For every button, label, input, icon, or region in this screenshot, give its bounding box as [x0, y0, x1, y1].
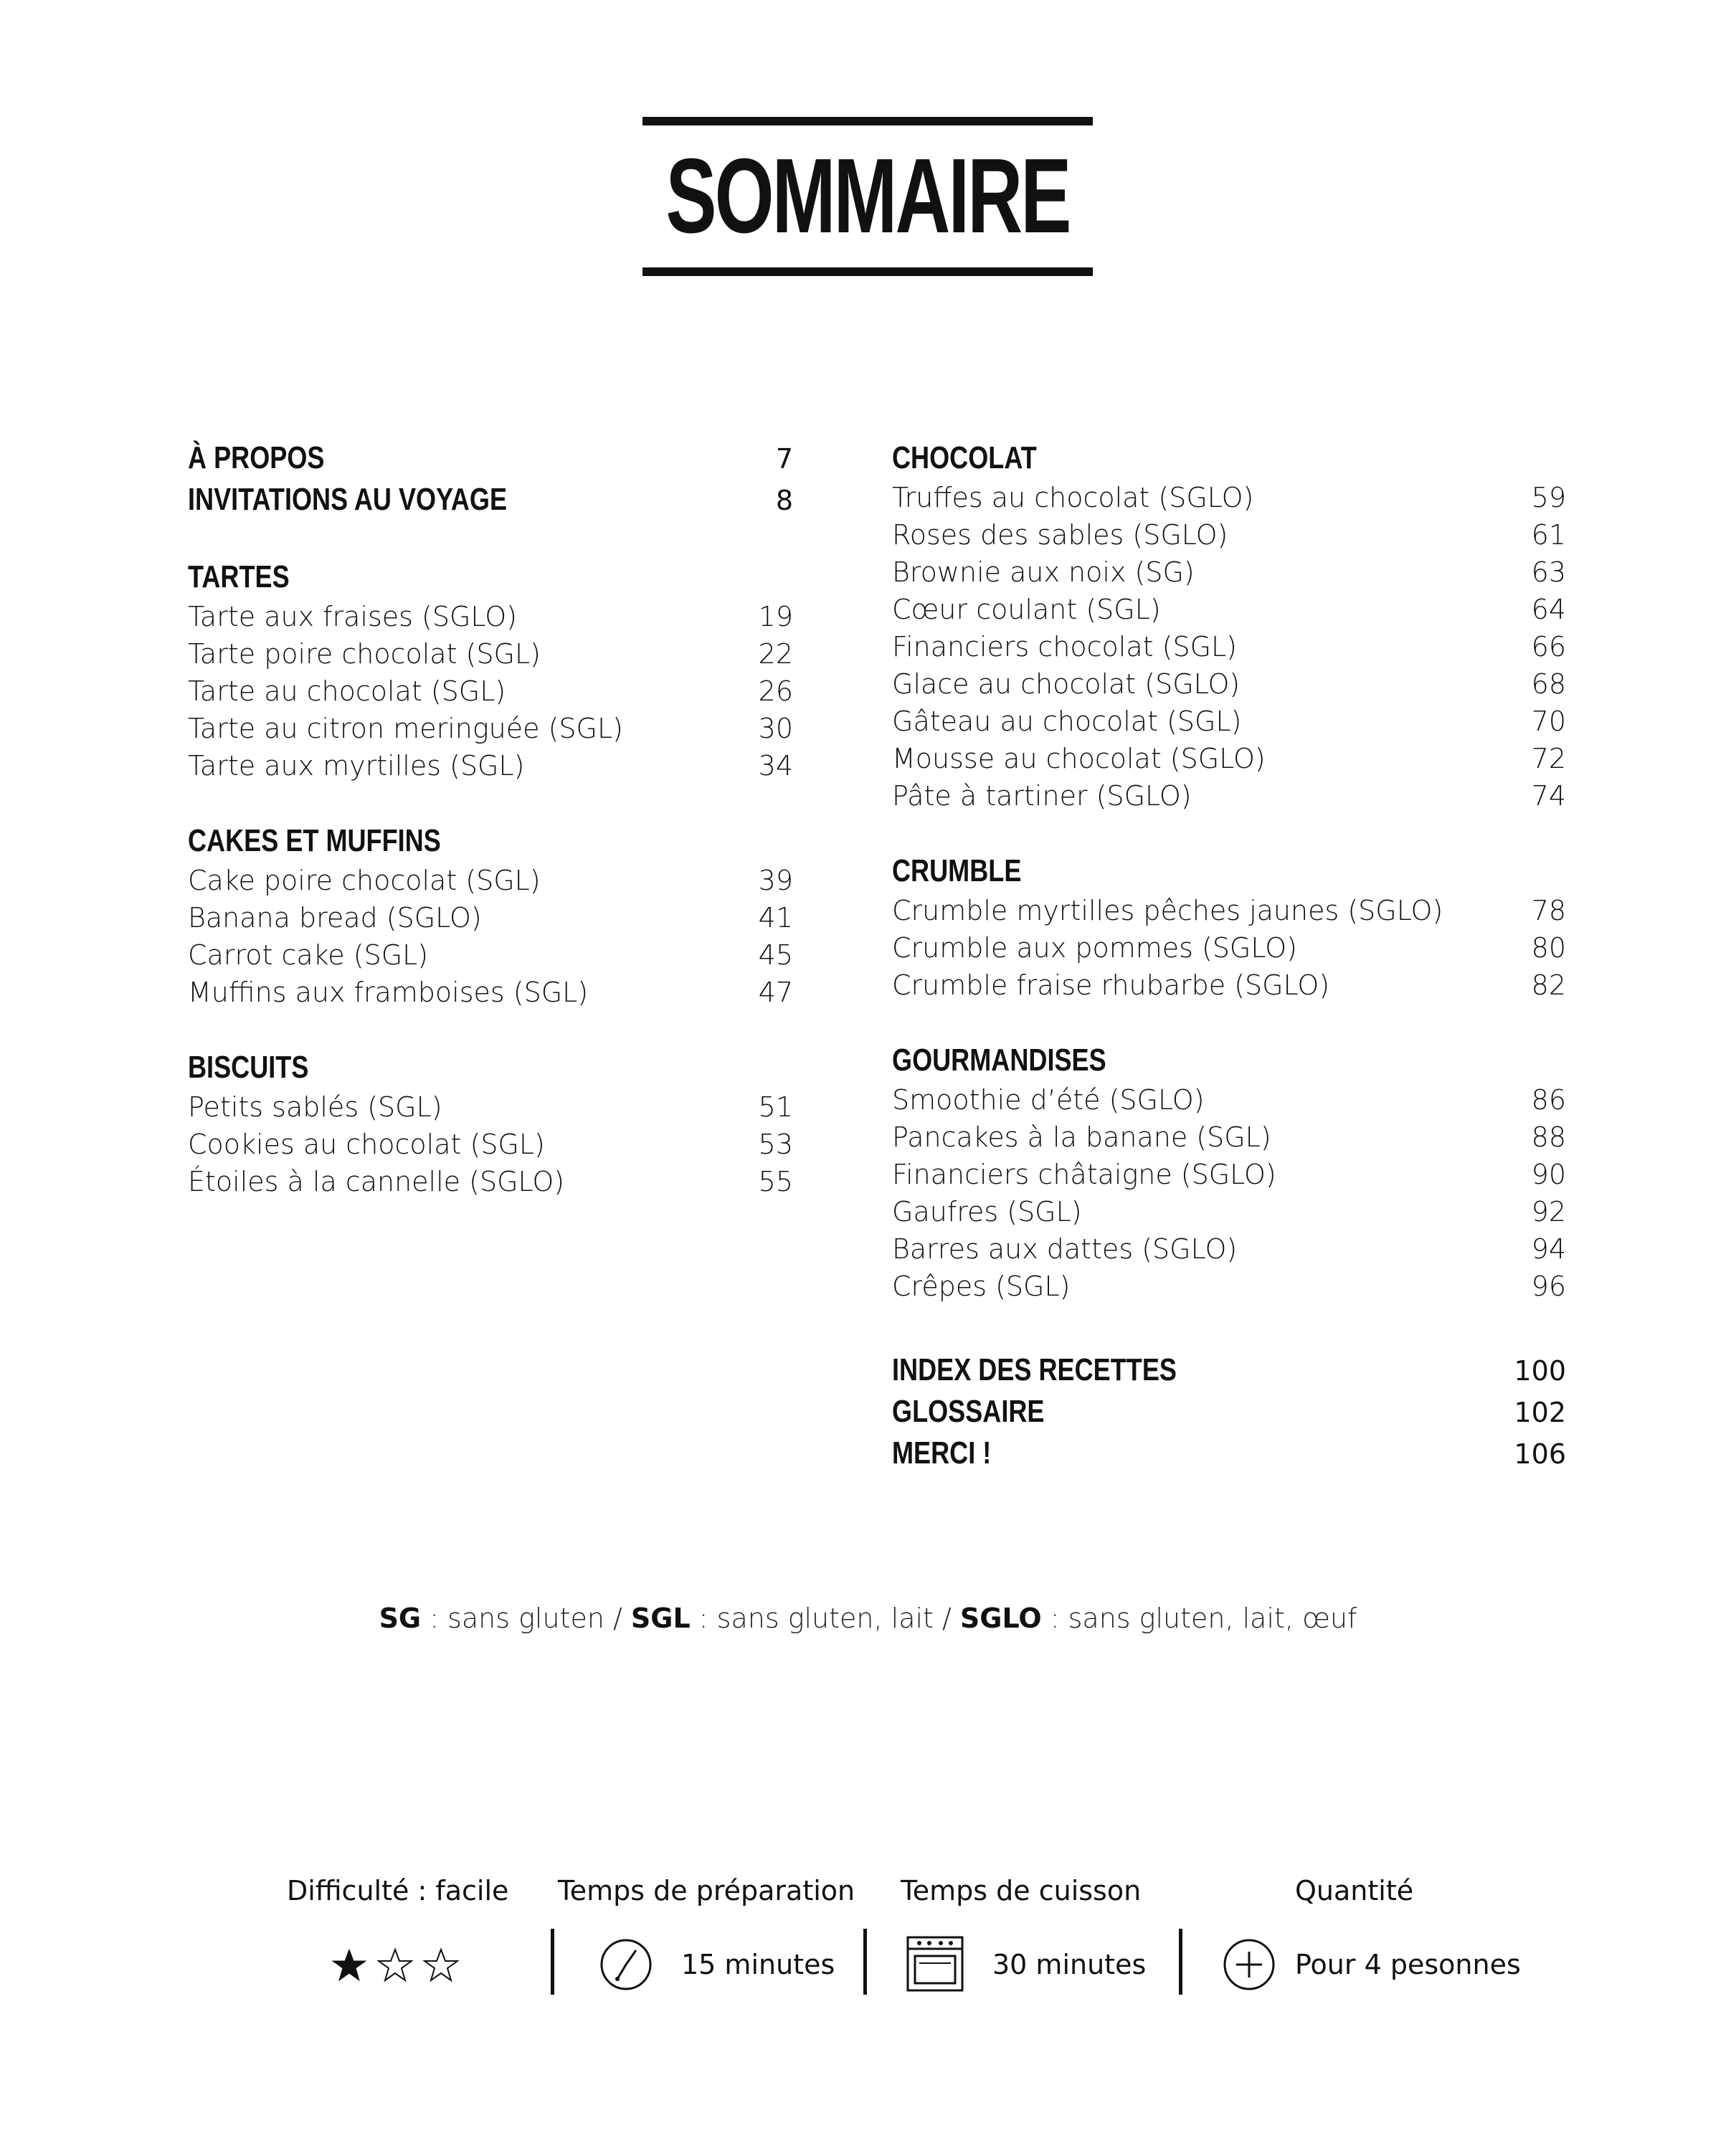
section-spacer — [188, 521, 793, 556]
toc-section-tartes[interactable] — [188, 556, 793, 598]
section-title: GLOSSAIRE — [892, 1394, 1045, 1429]
toc-entry-c-ur-coulant-sgl[interactable] — [892, 591, 1566, 628]
entry-title: Carrot cake (SGL) — [188, 939, 429, 971]
entry-title: Banana bread (SGLO) — [188, 902, 482, 934]
toc-left-column — [188, 437, 793, 1200]
prep-label: Temps de préparation — [558, 1875, 855, 1907]
plus-circle-icon — [1222, 1937, 1276, 1995]
toc-entry-cake-poire-chocolat-sgl[interactable] — [188, 862, 793, 899]
section-title: MERCI ! — [892, 1435, 992, 1471]
page-number: 39 — [758, 865, 793, 896]
page-number: 90 — [1531, 1159, 1566, 1190]
page-number: 41 — [758, 902, 793, 934]
toc-entry-crumble-myrtilles-peches-jaunes-sglo[interactable] — [892, 892, 1566, 929]
page-number: 19 — [758, 601, 793, 632]
toc-entry-pate-a-tartiner-sglo[interactable] — [892, 777, 1566, 815]
cook-time-value: 30 minutes — [992, 1949, 1147, 1980]
page-number: 30 — [758, 713, 793, 744]
divider — [551, 1929, 554, 1995]
page-number: 34 — [758, 750, 793, 782]
timer-icon — [597, 1934, 655, 1995]
legend-sglo: SGLO — [959, 1602, 1042, 1634]
entry-title: Crêpes (SGL) — [892, 1271, 1071, 1302]
entry-title: Pancakes à la banane (SGL) — [892, 1121, 1271, 1153]
legend — [0, 1602, 1736, 1634]
toc-entry-glace-au-chocolat-sglo[interactable] — [892, 665, 1566, 703]
divider — [1179, 1929, 1182, 1995]
toc-right-column — [892, 437, 1566, 1474]
section-title: INVITATIONS AU VOYAGE — [188, 482, 508, 517]
toc-entry-muffins-aux-framboises-sgl[interactable] — [188, 974, 793, 1011]
page-number: 94 — [1531, 1233, 1566, 1265]
toc-entry-roses-des-sables-sglo[interactable] — [892, 516, 1566, 554]
difficulty-label: Difficulté : facile — [287, 1875, 509, 1907]
section-title: CRUMBLE — [892, 853, 1022, 888]
toc-entry-tarte-au-citron-meringuee-sgl[interactable] — [188, 710, 793, 747]
toc-entry-crumble-aux-pommes-sglo[interactable] — [892, 929, 1566, 967]
entry-title: Muffins aux framboises (SGL) — [188, 977, 589, 1008]
toc-entry-tarte-poire-chocolat-sgl[interactable] — [188, 635, 793, 673]
page-number: 55 — [758, 1166, 793, 1197]
toc-entry-gateau-au-chocolat-sgl[interactable] — [892, 703, 1566, 740]
page-number: 106 — [1514, 1438, 1566, 1470]
section-title: TARTES — [188, 559, 290, 594]
cook-label: Temps de cuisson — [901, 1875, 1142, 1907]
divider — [863, 1929, 867, 1995]
page-number: 82 — [1531, 969, 1566, 1001]
toc-section-merci[interactable] — [892, 1433, 1566, 1474]
section-spacer — [188, 784, 793, 820]
section-title: CAKES ET MUFFINS — [188, 823, 441, 858]
legend-sg: SG — [379, 1602, 422, 1634]
toc-section-crumble[interactable] — [892, 850, 1566, 892]
page-number: 59 — [1531, 482, 1566, 513]
oven-icon — [905, 1933, 965, 1996]
section-title: INDEX DES RECETTES — [892, 1352, 1177, 1387]
entry-title: Financiers chocolat (SGL) — [892, 631, 1238, 663]
entry-title: Gaufres (SGL) — [892, 1196, 1082, 1228]
toc-entry-smoothie-d-ete-sglo[interactable] — [892, 1081, 1566, 1119]
legend-sgl-desc: : sans gluten, lait / — [690, 1602, 960, 1634]
entry-title: Tarte au chocolat (SGL) — [188, 675, 506, 707]
page-number: 80 — [1531, 932, 1566, 964]
entry-title: Mousse au chocolat (SGLO) — [892, 743, 1266, 774]
page-number: 100 — [1514, 1355, 1566, 1387]
section-spacer — [892, 815, 1566, 850]
entry-title: Financiers châtaigne (SGLO) — [892, 1159, 1276, 1190]
toc-entry-cookies-au-chocolat-sgl[interactable] — [188, 1126, 793, 1163]
toc-entry-tarte-au-chocolat-sgl[interactable] — [188, 673, 793, 710]
entry-title: Étoiles à la cannelle (SGLO) — [188, 1166, 565, 1197]
toc-entry-crumble-fraise-rhubarbe-sglo[interactable] — [892, 967, 1566, 1004]
toc-section-gourmandises[interactable] — [892, 1040, 1566, 1081]
entry-title: Tarte aux fraises (SGLO) — [188, 601, 517, 632]
entry-title: Roses des sables (SGLO) — [892, 519, 1228, 551]
toc-section-chocolat[interactable] — [892, 437, 1566, 479]
page-number: 8 — [775, 485, 793, 516]
page-number: 63 — [1531, 556, 1566, 588]
section-title: CHOCOLAT — [892, 440, 1037, 475]
star-filled-icon — [331, 1947, 367, 1983]
toc-entry-pancakes-a-la-banane-sgl[interactable] — [892, 1119, 1566, 1156]
toc-section-invitations-au-voyage[interactable] — [188, 479, 793, 521]
section-spacer — [892, 1004, 1566, 1040]
toc-section-cakes-et-muffins[interactable] — [188, 820, 793, 862]
toc-entry-etoiles-a-la-cannelle-sglo[interactable] — [188, 1163, 793, 1200]
toc-entry-mousse-au-chocolat-sglo[interactable] — [892, 740, 1566, 777]
page-number: 45 — [758, 939, 793, 971]
page-number: 47 — [758, 977, 793, 1008]
page-number: 53 — [758, 1129, 793, 1160]
toc-entry-financiers-chataigne-sglo[interactable] — [892, 1156, 1566, 1193]
section-spacer — [188, 1011, 793, 1047]
entry-title: Cookies au chocolat (SGL) — [188, 1129, 545, 1160]
toc-entry-truffes-au-chocolat-sglo[interactable] — [892, 479, 1566, 516]
page-number: 96 — [1531, 1271, 1566, 1302]
page-number: 26 — [758, 675, 793, 707]
toc-entry-gaufres-sgl[interactable] — [892, 1193, 1566, 1230]
toc-entry-financiers-chocolat-sgl[interactable] — [892, 628, 1566, 665]
section-title: BISCUITS — [188, 1050, 309, 1085]
section-title: À PROPOS — [188, 440, 325, 475]
entry-title: Barres aux dattes (SGLO) — [892, 1233, 1238, 1265]
page-number: 74 — [1531, 780, 1566, 812]
toc-entry-tarte-aux-fraises-sglo[interactable] — [188, 598, 793, 635]
entry-title: Tarte poire chocolat (SGL) — [188, 638, 541, 670]
toc-section-biscuits[interactable] — [188, 1047, 793, 1088]
difficulty-rating — [331, 1947, 459, 1983]
entry-title: Tarte aux myrtilles (SGL) — [188, 750, 525, 782]
star-outline-icon — [423, 1947, 459, 1983]
legend-sgl: SGL — [630, 1602, 691, 1634]
quantity-value: Pour 4 pesonnes — [1295, 1949, 1521, 1980]
toc-section-index-des-recettes[interactable] — [892, 1349, 1566, 1391]
page-title: SOMMAIRE — [665, 137, 1070, 255]
page-number: 51 — [758, 1091, 793, 1123]
legend-sg-desc: : sans gluten / — [421, 1602, 631, 1634]
page-number: 22 — [758, 638, 793, 670]
entry-title: Pâte à tartiner (SGLO) — [892, 780, 1192, 812]
toc-entry-banana-bread-sglo[interactable] — [188, 899, 793, 936]
page-number: 86 — [1531, 1084, 1566, 1116]
entry-title: Tarte au citron meringuée (SGL) — [188, 713, 623, 744]
entry-title: Crumble aux pommes (SGLO) — [892, 932, 1297, 964]
entry-title: Cake poire chocolat (SGL) — [188, 865, 541, 896]
entry-title: Truffes au chocolat (SGLO) — [892, 482, 1254, 513]
entry-title: Petits sablés (SGL) — [188, 1091, 442, 1123]
entry-title: Crumble myrtilles pêches jaunes (SGLO) — [892, 895, 1443, 926]
page-number: 70 — [1531, 706, 1566, 737]
page-number: 66 — [1531, 631, 1566, 663]
prep-time-value: 15 minutes — [681, 1949, 835, 1980]
title-block — [642, 117, 1093, 276]
toc-entry-brownie-aux-noix-sg[interactable] — [892, 554, 1566, 591]
entry-title: Brownie aux noix (SG) — [892, 556, 1195, 588]
page-number: 72 — [1531, 743, 1566, 774]
toc-entry-petits-sables-sgl[interactable] — [188, 1088, 793, 1126]
toc-entry-tarte-aux-myrtilles-sgl[interactable] — [188, 747, 793, 784]
entry-title: Cœur coulant (SGL) — [892, 594, 1161, 625]
page-number: 7 — [775, 443, 793, 475]
entry-title: Gâteau au chocolat (SGL) — [892, 706, 1242, 737]
page-number: 78 — [1531, 895, 1566, 926]
entry-title: Smoothie d’été (SGLO) — [892, 1084, 1205, 1116]
legend-sglo-desc: : sans gluten, lait, œuf — [1041, 1602, 1357, 1634]
entry-title: Crumble fraise rhubarbe (SGLO) — [892, 969, 1330, 1001]
section-spacer — [892, 1305, 1566, 1349]
star-outline-icon — [377, 1947, 413, 1983]
page-number: 102 — [1514, 1397, 1566, 1428]
toc-entry-crepes-sgl[interactable] — [892, 1268, 1566, 1305]
toc-section-a-propos[interactable] — [188, 437, 793, 479]
page-number: 64 — [1531, 594, 1566, 625]
toc-section-glossaire[interactable] — [892, 1391, 1566, 1433]
toc-entry-carrot-cake-sgl[interactable] — [188, 936, 793, 974]
page-number: 61 — [1531, 519, 1566, 551]
section-title: GOURMANDISES — [892, 1043, 1106, 1078]
page-number: 88 — [1531, 1121, 1566, 1153]
quantity-label: Quantité — [1295, 1875, 1414, 1907]
page-number: 68 — [1531, 668, 1566, 700]
toc-entry-barres-aux-dattes-sglo[interactable] — [892, 1230, 1566, 1268]
entry-title: Glace au chocolat (SGLO) — [892, 668, 1241, 700]
page-number: 92 — [1531, 1196, 1566, 1228]
